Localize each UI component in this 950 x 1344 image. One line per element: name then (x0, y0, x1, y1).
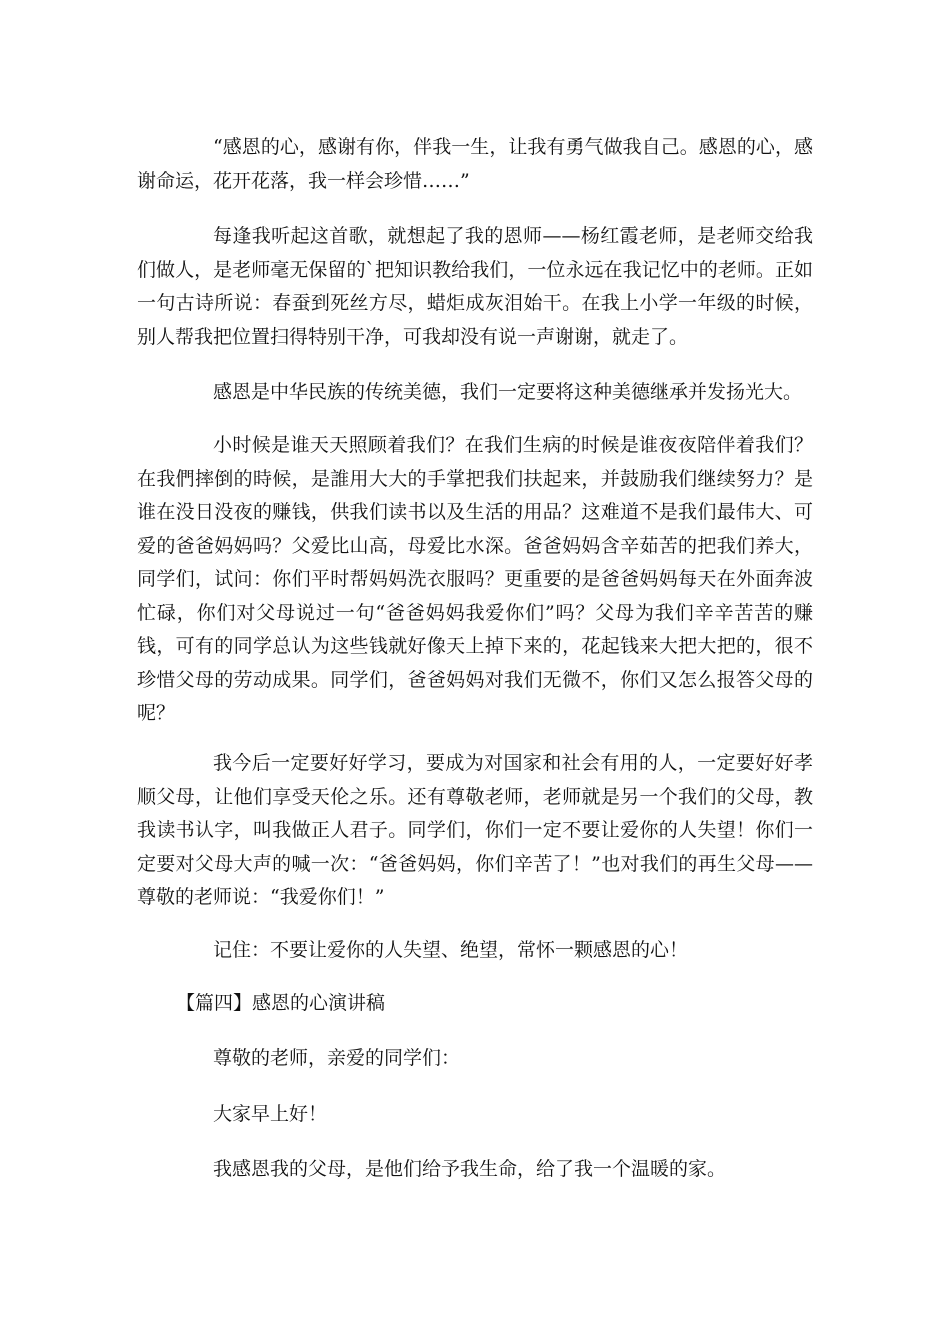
paragraph-teacher-memory: 每逢我听起这首歌，就想起了我的恩师——杨红霞老师，是老师交给我们做人，是老师毫无保留的`把知识教给我们，一位永远在我记忆中的老师。正如一句古诗所说：春蚕到死丝方尽，蜡炬成灰泪始干。在我上小学一年级的时候，别人帮我把位置扫得特别干净，可我却没有说一声谢谢，就走了。 (137, 225, 813, 348)
paragraph-resolution: 我今后一定要好好学习，要成为对国家和社会有用的人，一定要好好孝顺父母，让他们享受天伦之乐。还有尊敬老师，老师就是另一个我们的父母，教我读书认字，叫我做正人君子。同学们，你们一定不要让爱你的人失望！你们一定要对父母大声的喊一次：“爸爸妈妈，你们辛苦了！”也对我们的再生父母——尊敬的老师说：“我爱你们！” (137, 752, 813, 908)
paragraph-parents: 小时候是谁天天照顾着我们？在我们生病的时候是谁夜夜陪伴着我们？在我們摔倒的時候，是誰用大大的手掌把我们扶起来，并鼓励我们继续努力？是谁在没日没夜的赚钱，供我们读书以及生活的用品？这难道不是我们最伟大、可爱的爸爸妈妈吗？父爱比山高，母爱比水深。爸爸妈妈含辛茹苦的把我们养大，同学们，试问：你们平时帮妈妈洗衣服吗？更重要的是爸爸妈妈每天在外面奔波忙碌，你们对父母说过一句“爸爸妈妈我爱你们”吗？父母为我们辛辛苦苦的赚钱，可有的同学总认为这些钱就好像天上掉下来的，花起钱来大把大把的，很不珍惜父母的劳动成果。同学们，爸爸妈妈对我们无微不，你们又怎么报答父母的呢？ (137, 434, 813, 724)
good-morning-line: 大家早上好！ (213, 1103, 328, 1125)
gratitude-parents-line: 我感恩我的父母，是他们给予我生命，给了我一个温暖的家。 (213, 1158, 727, 1180)
paragraph-remember: 记住：不要让爱你的人失望、绝望，常怀一颗感恩的心！ (213, 939, 689, 961)
greeting-line: 尊敬的老师，亲爱的同学们： (213, 1047, 461, 1069)
paragraph-tradition: 感恩是中华民族的传统美德，我们一定要将这种美德继承并发扬光大。 (213, 381, 803, 403)
paragraph-song-lyrics: “感恩的心，感谢有你，伴我一生，让我有勇气做我自己。感恩的心，感谢命运，花开花落，我一样会珍惜……” (137, 136, 813, 192)
section-heading: 【篇四】感恩的心演讲稿 (176, 992, 386, 1014)
